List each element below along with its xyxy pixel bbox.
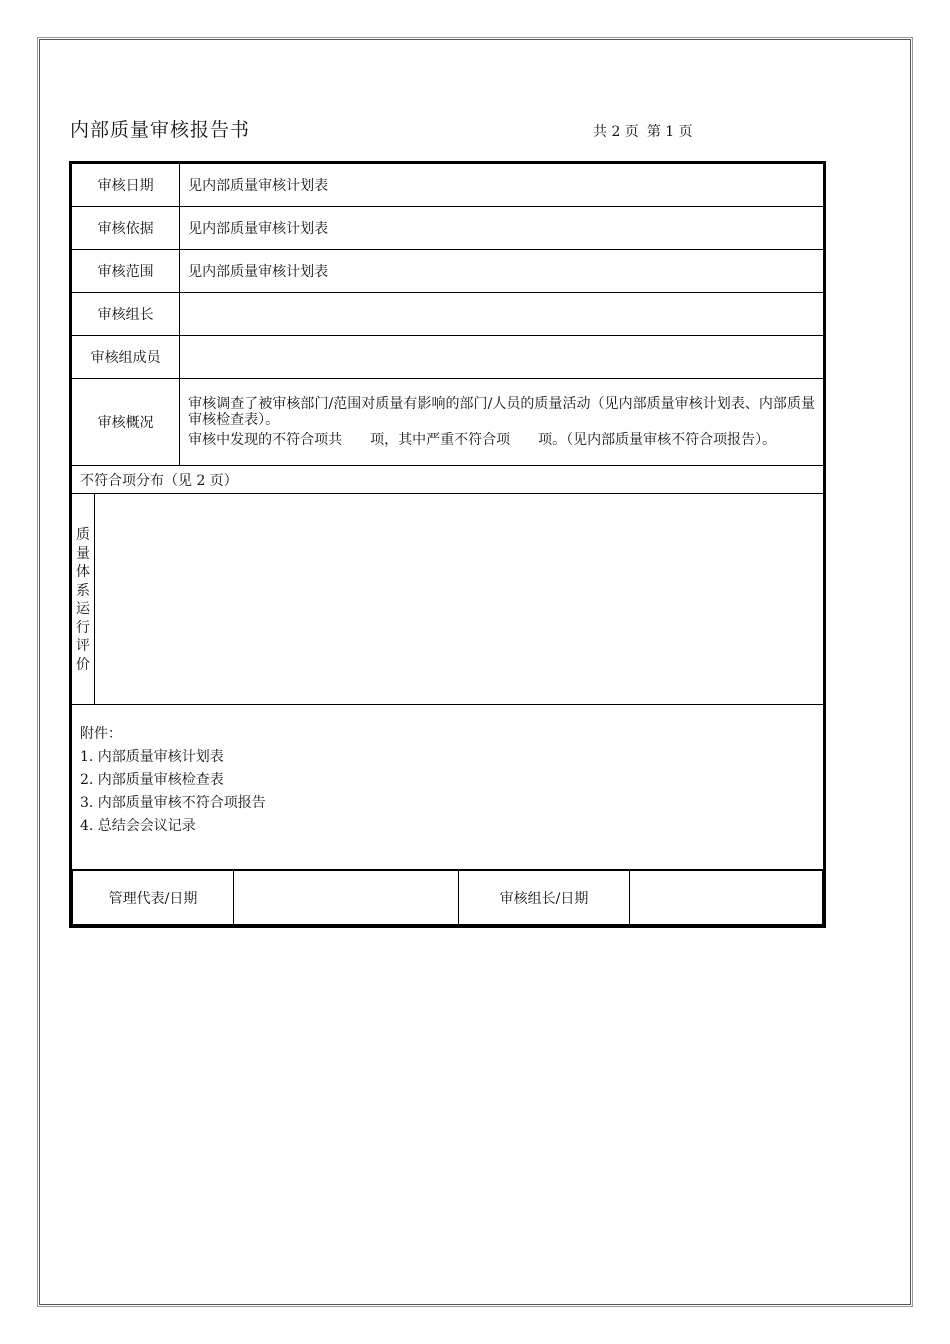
audit-report-form: [69, 161, 826, 928]
field-value-audit-scope[interactable]: 见内部质量审核计划表: [180, 250, 825, 293]
team-leader-signature[interactable]: [630, 871, 823, 925]
summary-line-2: 审核中发现的不符合项共 项，其中严重不符合项 项。（见内部质量审核不符合项报告）。: [188, 432, 777, 448]
signature-section: [71, 870, 825, 927]
field-label-audit-scope: 审核范围: [71, 250, 180, 293]
attachment-item: 3. 内部质量审核不符合项报告: [80, 795, 266, 811]
team-leader-sign-label: 审核组长/日期: [459, 871, 630, 925]
field-label-audit-basis: 审核依据: [71, 207, 180, 250]
form-row: [71, 163, 825, 207]
management-rep-signature[interactable]: [234, 871, 459, 925]
attachment-item: 4. 总结会会议记录: [80, 818, 196, 834]
field-value-summary[interactable]: [180, 379, 825, 466]
evaluation-content[interactable]: [95, 494, 825, 705]
signature-table: [72, 870, 823, 925]
management-rep-label: 管理代表/日期: [73, 871, 234, 925]
field-label-team-members: 审核组成员: [71, 336, 180, 379]
field-label-summary: 审核概况: [71, 379, 180, 466]
current-page: 第 1 页: [646, 124, 693, 140]
form-row: [71, 207, 825, 250]
field-value-audit-basis[interactable]: 见内部质量审核计划表: [180, 207, 825, 250]
form-row-attachments: [71, 705, 825, 870]
attachment-item: 2. 内部质量审核检查表: [80, 772, 224, 788]
form-row: [71, 250, 825, 293]
summary-line-1: 审核调查了被审核部门/范围对质量有影响的部门/人员的质量活动（见内部质量审核计划表、内部质量审核检查表）。: [188, 396, 815, 428]
field-value-audit-date[interactable]: 见内部质量审核计划表: [180, 163, 825, 207]
field-value-team-leader[interactable]: [180, 293, 825, 336]
nonconformity-distribution: 不符合项分布（见 2 页）: [71, 466, 825, 494]
field-value-team-members[interactable]: [180, 336, 825, 379]
form-row: [71, 336, 825, 379]
total-pages: 共 2 页: [593, 124, 639, 140]
form-row: [71, 293, 825, 336]
form-row-summary: [71, 379, 825, 466]
page-info: [593, 121, 701, 141]
field-label-audit-date: 审核日期: [71, 163, 180, 207]
document-title: 内部质量审核报告书: [70, 119, 251, 141]
attachment-item: 1. 内部质量审核计划表: [80, 749, 224, 765]
evaluation-label: 质量体系运行评价: [71, 494, 95, 705]
field-label-team-leader: 审核组长: [71, 293, 180, 336]
attachments-heading: 附件：: [80, 726, 122, 742]
attachments-section: [71, 705, 825, 870]
form-row-evaluation: [71, 494, 825, 705]
form-row-signatures: [71, 870, 825, 927]
form-row-nonconformity: [71, 466, 825, 494]
